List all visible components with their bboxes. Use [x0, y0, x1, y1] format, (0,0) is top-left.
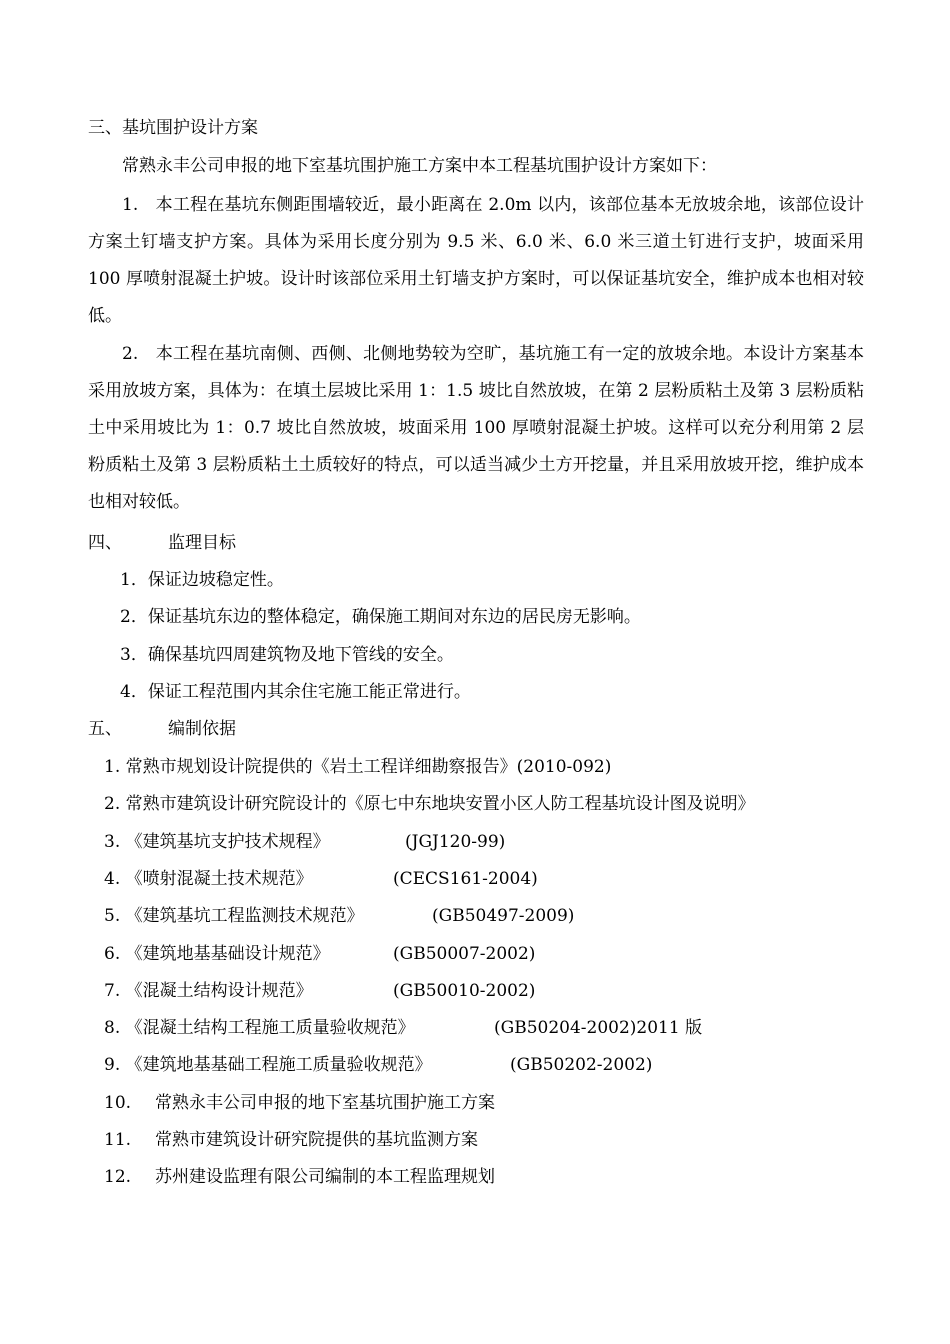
- reference-code: (GB50497-2009): [432, 906, 575, 926]
- reference-code: (GB50202-2002): [510, 1055, 653, 1075]
- reference-code: (GB50010-2002): [393, 981, 536, 1001]
- section-4-item: 2．保证基坑东边的整体稳定，确保施工期间对东边的居民房无影响。: [120, 607, 641, 627]
- section-3-item-2: [88, 336, 864, 521]
- section-4-heading-text: 监理目标: [168, 533, 236, 553]
- section-4-heading: [88, 532, 236, 554]
- reference-item: [104, 793, 755, 815]
- reference-number: 7.: [104, 981, 121, 1001]
- section-3-heading: 三、基坑围护设计方案: [88, 118, 258, 138]
- reference-text: 《混凝土结构工程施工质量验收规范》: [125, 1018, 415, 1038]
- section-4-item: 3．确保基坑四周建筑物及地下管线的安全。: [120, 645, 454, 665]
- reference-text: 常熟市建筑设计研究院设计的《原七中东地块安置小区人防工程基坑设计图及说明》: [125, 794, 755, 814]
- section-4-heading-number: 四、: [88, 533, 122, 553]
- reference-item: [104, 943, 330, 965]
- section-5-heading-text: 编制依据: [168, 719, 236, 739]
- reference-code: (GB50007-2002): [393, 944, 536, 964]
- reference-text: 《建筑地基基础设计规范》: [125, 944, 330, 964]
- section-4-item: 4．保证工程范围内其余住宅施工能正常进行。: [120, 682, 471, 702]
- reference-item: [104, 980, 313, 1002]
- reference-text: 常熟市规划设计院提供的《岩土工程详细勘察报告》(2010-092): [125, 757, 612, 777]
- reference-code: (JGJ120-99): [405, 832, 506, 852]
- reference-text: 常熟市建筑设计研究院提供的基坑监测方案: [155, 1130, 479, 1150]
- section-3-item-1: [88, 187, 864, 335]
- reference-number: 1.: [104, 757, 121, 777]
- reference-item: [104, 905, 364, 927]
- reference-code: (CECS161-2004): [393, 869, 538, 889]
- reference-number: 8.: [104, 1018, 121, 1038]
- reference-item: [104, 1054, 432, 1076]
- reference-text: 常熟永丰公司申报的地下室基坑围护施工方案: [155, 1093, 496, 1113]
- reference-number: 5.: [104, 906, 121, 926]
- reference-text: 《建筑地基基础工程施工质量验收规范》: [125, 1055, 432, 1075]
- reference-text: 《建筑基坑支护技术规程》: [125, 832, 330, 852]
- reference-code: (GB50204-2002)2011 版: [494, 1018, 703, 1038]
- reference-text: 《混凝土结构设计规范》: [125, 981, 313, 1001]
- reference-number: 3.: [104, 832, 121, 852]
- section-3-item-1-text: 1. 本工程在基坑东侧距围墙较近，最小距离在 2.0m 以内，该部位基本无放坡余地，该部位设计方案土钉墙支护方案。具体为采用长度分别为 9.5 米、6.0 米、6.0 米三道土钉进行支护，坡面采用 100 厚喷射混凝土护坡。设计时该部位采用土钉墙支护方案时，可以保证基坑安全，维护成本也相对较低。: [88, 195, 864, 326]
- reference-item: [104, 831, 330, 853]
- reference-item: [104, 1092, 495, 1114]
- reference-item: [104, 1129, 478, 1151]
- section-3-item-2-text: 2. 本工程在基坑南侧、西侧、北侧地势较为空旷，基坑施工有一定的放坡余地。本设计方案基本采用放坡方案，具体为：在填土层坡比采用 1：1.5 坡比自然放坡，在第 2 层粉质粘土及第 3 层粉质粘土中采用坡比为 1：0.7 坡比自然放坡，坡面采用 100 厚喷射混凝土护坡。这样可以充分利用第 2 层粉质粘土及第 3 层粉质粘土土质较好的特点，可以适当减少土方开挖量，并且采用放坡开挖，维护成本也相对较低。: [88, 344, 864, 512]
- section-5-heading: [88, 718, 236, 740]
- reference-number: 10.: [104, 1093, 132, 1113]
- section-5-heading-number: 五、: [88, 719, 122, 739]
- reference-number: 9.: [104, 1055, 121, 1075]
- reference-item: [104, 1017, 415, 1039]
- reference-text: 《建筑基坑工程监测技术规范》: [125, 906, 364, 926]
- reference-item: [104, 1166, 495, 1188]
- section-3-intro: 常熟永丰公司申报的地下室基坑围护施工方案中本工程基坑围护设计方案如下：: [122, 156, 717, 176]
- reference-text: 苏州建设监理有限公司编制的本工程监理规划: [155, 1167, 496, 1187]
- reference-item: [104, 868, 313, 890]
- reference-number: 12.: [104, 1167, 132, 1187]
- reference-number: 4.: [104, 869, 121, 889]
- section-4-item: 1．保证边坡稳定性。: [120, 570, 284, 590]
- reference-number: 6.: [104, 944, 121, 964]
- reference-text: 《喷射混凝土技术规范》: [125, 869, 313, 889]
- reference-item: [104, 756, 611, 778]
- reference-number: 11.: [104, 1130, 132, 1150]
- reference-number: 2.: [104, 794, 121, 814]
